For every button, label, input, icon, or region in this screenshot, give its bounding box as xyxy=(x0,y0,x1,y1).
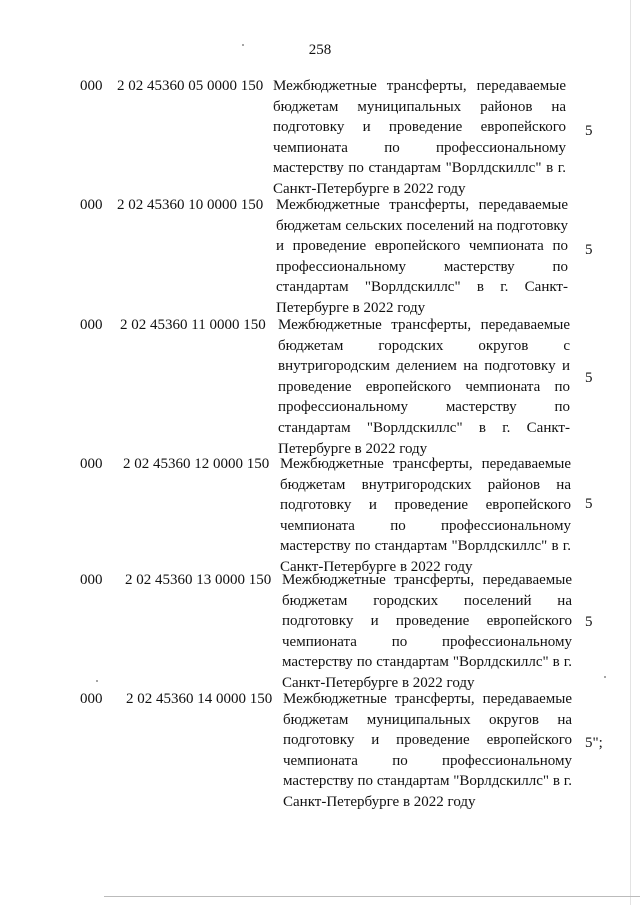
admin-code: 000 xyxy=(80,317,103,333)
entry-amount: 5 xyxy=(585,614,593,630)
kbk-code: 2 02 45360 05 0000 150 xyxy=(117,78,264,94)
entry-amount: 5"; xyxy=(585,735,603,751)
entry-amount: 5 xyxy=(585,123,593,139)
entry-amount: 5 xyxy=(585,242,593,258)
scan-speck xyxy=(96,680,98,682)
entry-description: Межбюджетные трансферты, передаваемые бюджетам муниципальных округов на подготовку и проведение европейского чемпионата по профессиональному мастерству по стандартам "Ворлдскиллс" в г. Санкт-Петербурге в 2022 году xyxy=(283,691,572,810)
entry-amount: 5 xyxy=(585,370,593,386)
kbk-code: 2 02 45360 10 0000 150 xyxy=(117,197,264,213)
kbk-code: 2 02 45360 14 0000 150 xyxy=(126,691,273,707)
entry-description: Межбюджетные трансферты, передаваемые бюджетам городских округов с внутригородским делением на подготовку и проведение европейского чемпионата по профессиональному мастерству по стандартам "Ворлдскиллс" в г. Санкт-Петербурге в 2022 году xyxy=(278,317,570,457)
scan-speck xyxy=(242,44,244,46)
entry-description: Межбюджетные трансферты, передаваемые бюджетам муниципальных районов на подготовку и проведение европейского чемпионата по профессиональному мастерству по стандартам "Ворлдскиллс" в г. Санкт-Петербурге в 2022 году xyxy=(273,78,566,197)
kbk-code: 2 02 45360 12 0000 150 xyxy=(123,456,270,472)
scan-speck xyxy=(604,676,606,678)
kbk-code: 2 02 45360 13 0000 150 xyxy=(125,572,272,588)
page-number: 258 xyxy=(308,42,332,58)
admin-code: 000 xyxy=(80,78,103,94)
scan-edge xyxy=(104,896,640,897)
entry-description: Межбюджетные трансферты, передаваемые бюджетам внутригородских районов на подготовку и проведение европейского чемпионата по профессиональному мастерству по стандартам "Ворлдскиллс" в г. Санкт-Петербурге в 2022 году xyxy=(280,456,571,575)
entry-description: Межбюджетные трансферты, передаваемые бюджетам городских поселений на подготовку и проведение европейского чемпионата по профессиональному мастерству по стандартам "Ворлдскиллс" в г. Санкт-Петербурге в 2022 году xyxy=(282,572,572,691)
kbk-code: 2 02 45360 11 0000 150 xyxy=(120,317,266,333)
entry-amount: 5 xyxy=(585,496,593,512)
admin-code: 000 xyxy=(80,691,103,707)
admin-code: 000 xyxy=(80,572,103,588)
entry-description: Межбюджетные трансферты, передаваемые бюджетам сельских поселений на подготовку и проведение европейского чемпионата по профессиональному мастерству по стандартам "Ворлдскиллс" в г. Санкт-Петербурге в 2022 году xyxy=(276,197,568,316)
scan-edge xyxy=(630,0,631,905)
admin-code: 000 xyxy=(80,456,103,472)
admin-code: 000 xyxy=(80,197,103,213)
